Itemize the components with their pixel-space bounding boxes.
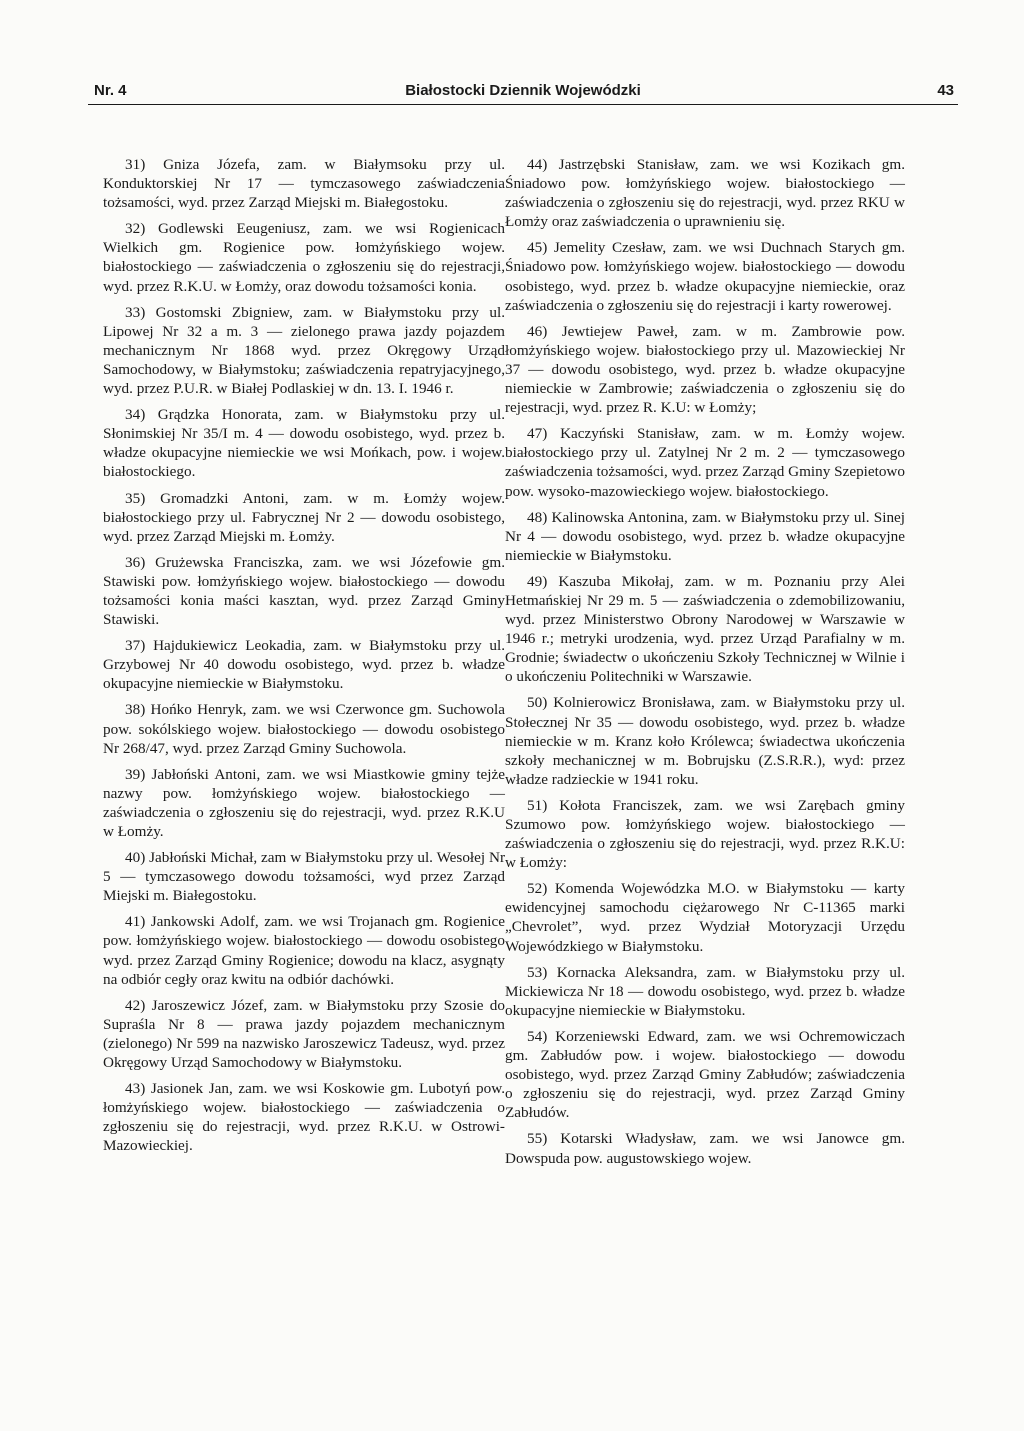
announcement-entry: 36) Grużewska Franciszka, zam. we wsi Józefowie gm. Stawiski pow. łomżyńskiego wojew. białostockiego — dowodu tożsamości konia maści kasztan, wyd. przez Zarząd Gminy Stawiski. — [103, 553, 505, 629]
announcement-entry: 48) Kalinowska Antonina, zam. w Białymstoku przy ul. Sinej Nr 4 — dowodu osobistego, wyd. przez b. władze okupacyjne niemieckie w Białymstoku. — [505, 508, 905, 564]
announcement-entry: 32) Godlewski Eeugeniusz, zam. we wsi Rogienicach Wielkich gm. Rogienice pow. łomżyńskiego wojew. białostockiego — zaświadczenia o zgłoszeniu się do rejestracji, wyd. przez R.K.U. w Łomży, oraz dowodu tożsamości konia. — [103, 220, 505, 295]
announcement-entry: 45) Jemelity Czesław, zam. we wsi Duchnach Starych gm. Śniadowo pow. łomżyńskiego wojew. białostockiego — dowodu osobistego, wyd. przez b. władze okupacyjne niemieckie, oraz zaświadczenia o zgłoszeniu się do rejestracji i karty rowerowej. — [505, 239, 905, 314]
announcement-entry: 42) Jaroszewicz Józef, zam. w Białymstoku przy Szosie do Supraśla Nr 8 — prawa jazdy pojazdem mechanicznym (zielonego) Nr 599 na nazwisko Jaroszewicz Tadeusz, wyd. przez Okręgowy Urząd Samochodowy w Białymstoku. — [103, 996, 505, 1072]
announcement-entry: 41) Jankowski Adolf, zam. we wsi Trojanach gm. Rogienice pow. łomżyńskiego wojew. białostockiego — dowodu osobistego wyd. przez Zarząd Gminy Rogienice; dowodu na klacz, asygnąty na odbiór cegły oraz kwitu na odbiór dachówki. — [103, 913, 505, 988]
announcement-entry: 52) Komenda Wojewódzka M.O. w Białymstoku — karty ewidencyjnej samochodu ciężarowego Nr C-11365 marki „Chevrolet”, wyd. przez Wydział Motoryzacji Urzędu Wojewódzkiego w Białymstoku. — [505, 880, 905, 955]
announcement-entry: 34) Grądzka Honorata, zam. w Białymstoku przy ul. Słonimskiej Nr 35/I m. 4 — dowodu osobistego, wyd. przez b. władze okupacyjne niemieckie we wsi Mońkach, pow. i wojew. białostockiego. — [103, 406, 505, 481]
right-column — [505, 155, 905, 1168]
announcement-entry: 51) Kołota Franciszek, zam. we wsi Zarębach gminy Szumowo pow. łomżyńskiego wojew. białostockiego — zaświadczenia o zgłoszeniu się do rejestracji, wyd. przez R.K.U: w Łomży: — [505, 796, 905, 872]
announcement-entry: 46) Jewtiejew Paweł, zam. w m. Zambrowie pow. łomżyńskiego wojew. białostockiego przy ul. Mazowieckiej Nr 37 — dowodu osobistego, wyd. przez b. władze okupacyjne niemieckie w Zambrowie; zaświadczenia o zgłoszeniu się do rejestracji, wyd. przez R. K.U: w Łomży; — [505, 322, 905, 417]
announcement-entry: 31) Gniza Józefa, zam. w Białymsoku przy ul. Konduktorskiej Nr 17 — tymczasowego zaświadczenia tożsamości, wyd. przez Zarząd Miejski m. Białegostoku. — [103, 156, 505, 212]
announcement-entry: 35) Gromadzki Antoni, zam. w m. Łomży wojew. białostockiego przy ul. Fabrycznej Nr 2 — dowodu osobistego, wyd. przez Zarząd Miejski m. Łomży. — [103, 489, 505, 545]
announcement-entry: 44) Jastrzębski Stanisław, zam. we wsi Kozikach gm. Śniadowo pow. łomżyńskiego wojew. białostockiego — zaświadczenia o zgłoszeniu się do rejestracji, wyd. przez RKU w Łomży oraz zaświadczenia o uprawnieniu się. — [505, 156, 905, 231]
left-column — [103, 155, 505, 1156]
announcement-entry: 37) Hajdukiewicz Leokadia, zam. w Białymstoku przy ul. Grzybowej Nr 40 dowodu osobistego, wyd. przez b. władze okupacyjne niemieckie w Białymstoku. — [103, 637, 505, 693]
announcement-entry: 47) Kaczyński Stanisław, zam. w m. Łomży wojew. białostockiego przy ul. Zatylnej Nr 2 m. 2 — tymczasowego zaświadczenia tożsamości, wyd. przez Zarząd Gminy Szepietowo pow. wysoko-mazowieckiego wojew. białostockiego. — [505, 425, 905, 500]
announcement-entry: 50) Kolnierowicz Bronisława, zam. w Białymstoku przy ul. Stołecznej Nr 35 — dowodu osobistego, wyd. przez b. władze niemieckie w m. Kranz koło Królewca; świadectwa ukończenia szkoły mechanicznej w m. Bobrujsku (Z.S.R.R.), wyd: przez władze radzieckie w 1941 roku. — [505, 694, 905, 788]
announcement-entry: 55) Kotarski Władysław, zam. we wsi Janowce gm. Dowspuda pow. augustowskiego wojew. — [505, 1130, 905, 1167]
announcement-entry: 54) Korzeniewski Edward, zam. we wsi Ochremowiczach gm. Zabłudów pow. i wojew. białostockiego — dowodu osobistego, wyd. przez Zarząd Gminy Zabłudów; zaświadczenia o zgłoszeniu się do rejestracji, wyd. przez Zarząd Gminy Zabłudów. — [505, 1027, 905, 1122]
announcement-entry: 49) Kaszuba Mikołaj, zam. w m. Poznaniu przy Alei Hetmańskiej Nr 29 m. 5 — zaświadczenia o zdemobilizowaniu, wyd. przez Ministerstwo Obrony Narodowej w Warszawie w 1946 r.; metryki urodzenia, wyd. przez Urząd Parafialny w m. Grodnie; świadectw o ukończeniu Szkoły Technicznej w Wilnie i o ukończeniu Politechniki w Warszawie. — [505, 572, 905, 686]
announcement-entry: 38) Hońko Henryk, zam. we wsi Czerwonce gm. Suchowola pow. sokólskiego wojew. białostockiego — dowodu osobistego Nr 268/47, wyd. przez Zarząd Gminy Suchowola. — [103, 701, 505, 757]
announcement-entry: 33) Gostomski Zbigniew, zam. w Białymstoku przy ul. Lipowej Nr 32 a m. 3 — zielonego prawa jazdy pojazdem mechanicznym Nr 1868 wyd. przez Okręgowy Urząd Samochodowy, w Białymstoku; zaświadczenia repatryjacyjnego, wyd. przez P.U.R. w Białej Podlaskiej w dn. 13. I. 1946 r. — [103, 303, 505, 398]
announcement-entry: 43) Jasionek Jan, zam. we wsi Koskowie gm. Lubotyń pow. łomżyńskiego wojew. białostockiego — zaświadczenia o zgłoszeniu się do rejestracji, wyd. przez R.K.U. w Ostrowi-Mazowieckiej. — [103, 1080, 505, 1155]
page-header — [88, 80, 958, 105]
announcement-entry: 53) Kornacka Aleksandra, zam. w Białymstoku przy ul. Mickiewicza Nr 18 — dowodu osobistego, wyd. przez b. władze okupacyjne niemieckie w Białymstoku. — [505, 963, 905, 1019]
page-number: 43 — [937, 82, 954, 99]
announcement-entry: 40) Jabłoński Michał, zam w Białymstoku przy ul. Wesołej Nr 5 — tymczasowego dowodu tożsamości, wyd przez Zarząd Miejski m. Białegostoku. — [103, 849, 505, 905]
announcement-entry: 39) Jabłoński Antoni, zam. we wsi Miastkowie gminy tejże nazwy pow. łomżyńskiego wojew. białostockiego — zaświadczenia o zgłoszeniu się do rejestracji, wyd. przez R.K.U w Łomży. — [103, 765, 505, 840]
issue-number: Nr. 4 — [94, 82, 127, 99]
journal-title: Białostocki Dziennik Wojewódzki — [405, 82, 641, 99]
